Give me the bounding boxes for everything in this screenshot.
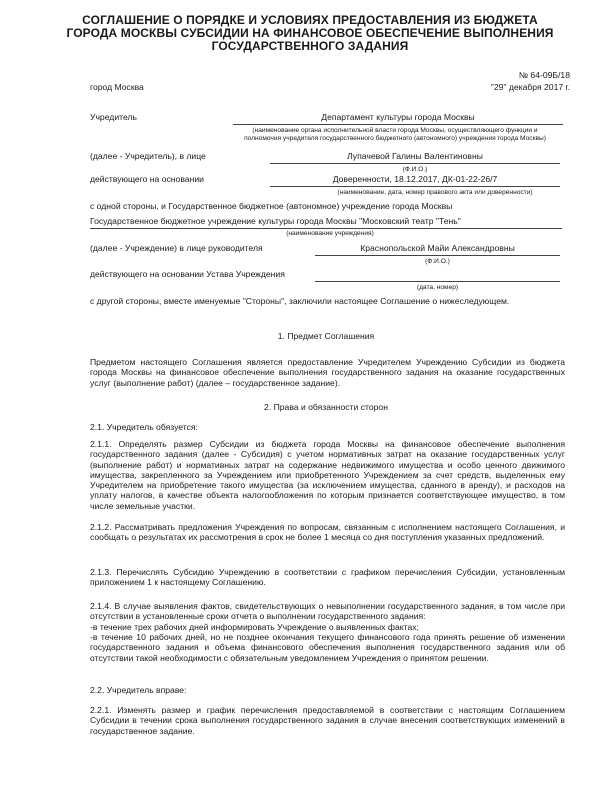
- section1-heading: 1. Предмет Соглашения: [277, 331, 375, 341]
- institution-closing: с другой стороны, вместе именуемые "Стороны", заключили настоящее Соглашение о нижеследующем.: [90, 296, 510, 306]
- founder-note-1: (наименование органа исполнительной власти города Москвы, осуществляющего функции и: [252, 127, 538, 134]
- founder-basis-label: действующего на основании: [90, 174, 204, 184]
- founder-person-note: (Ф.И.О.): [402, 166, 428, 173]
- institution-head-underline: [315, 255, 560, 256]
- founder-label: Учредитель: [90, 112, 137, 122]
- founder-value: Департамент культуры города Москвы: [321, 112, 475, 122]
- institution-head-note: (Ф.И.О.): [425, 258, 450, 265]
- founder-basis-underline: [270, 186, 560, 187]
- city: город Москва: [90, 82, 144, 92]
- institution-basis-note: (дата, номер): [416, 284, 459, 291]
- founder-basis-note: (наименование, дата, номер правового акта или доверенности): [337, 189, 533, 196]
- section2-heading: 2. Права и обязанности сторон: [264, 402, 388, 412]
- clause-2-1-1: 2.1.1. Определять размер Субсидии из бюджета города Москвы на финансовое обеспечение выполнения государственного задания (далее - Субсидия) с учетом нормативных затрат на оказание государственных услуг (выполнение работ) и нормативных затрат на содержание недвижимого имущества и особо ценного движимого имущества, закрепленного за Учреждением или приобретенного Учреждением за счет средств, выделенных ему Учредителем на приобретение такого имущества (за исключением имущества, сданного в аренду), и расходов на уплату налогов, в качестве объекта налогообложения по которым признается соответствующее имущество, в том числе земельные участки.: [90, 439, 565, 511]
- document-date: "29" декабря 2017 г.: [490, 82, 570, 92]
- clause-2-2-1: 2.2.1. Изменять размер и график перечисления предоставляемой в соответствии с настоящим Соглашением Субсидии в течении срока выполнения государственного задания в случае внесения соответствующих изменений в государственное задание.: [90, 705, 565, 736]
- clause-2-1-3: 2.1.3. Перечислять Субсидию Учреждению в соответствии с графиком перечисления Субсидии, установленным приложением 1 к настоящему Соглашению.: [90, 567, 565, 588]
- clause-2-1-4-item-2: -в течение 10 рабочих дней, но не позднее окончания текущего финансового года принять решение об изменении государственного задания и объема финансового обеспечения выполнения государственного задания или об отсутствии такой необходимости с обязательным уведомлением Учреждения о принятом решении.: [90, 632, 565, 663]
- founder-basis-value: Доверенности, 18.12.2017, ДК-01-22-26/7: [332, 174, 498, 184]
- institution-name: Государственное бюджетное учреждение культуры города Москвы "Московский театр "Тень": [90, 216, 461, 226]
- institution-basis-label: действующего на основании Устава Учреждения: [90, 269, 285, 279]
- founder-note-2: полномочия учредителя государственного бюджетного (автономного) учреждения города Москвы): [244, 135, 546, 142]
- institution-name-underline: [90, 228, 562, 229]
- founder-person-label: (далее - Учредитель), в лице: [90, 151, 206, 161]
- founder-person-value: Лупачевой Галины Валентиновны: [347, 151, 483, 161]
- institution-intro: с одной стороны, и Государственное бюджетное (автономное) учреждение города Москвы: [90, 201, 453, 211]
- clause-2-1-4-item-1: -в течение трех рабочих дней информировать Учреждение о выявленных фактах;: [90, 622, 419, 632]
- institution-head-value: Краснопольской Майи Александровны: [360, 243, 515, 253]
- founder-person-underline: [270, 163, 560, 164]
- institution-name-note: (наименование учреждения): [286, 230, 374, 237]
- clause-2-1-2: 2.1.2. Рассматривать предложения Учреждения по вопросам, связанным с исполнением настоящего Соглашения, и сообщать о результатах их рассмотрения в срок не более 1 месяца со дня поступления указанных предложений.: [90, 522, 565, 543]
- institution-basis-underline: [315, 281, 560, 282]
- clause-2-1-4: 2.1.4. В случае выявления фактов, свидетельствующих о невыполнении государственного задания, в том числе при отсутствии в установленные сроки отчета о выполнении государственного задания:: [90, 601, 565, 622]
- clause-2-1: 2.1. Учредитель обязуется:: [90, 422, 198, 432]
- document-number: № 64-09Б/18: [518, 70, 570, 80]
- document-title: СОГЛАШЕНИЕ О ПОРЯДКЕ И УСЛОВИЯХ ПРЕДОСТАВЛЕНИЯ ИЗ БЮДЖЕТА ГОРОДА МОСКВЫ СУБСИДИИ НА ФИНАНСОВОЕ ОБЕСПЕЧЕНИЕ ВЫПОЛНЕНИЯ ГОСУДАРСТВЕННОГО ЗАДАНИЯ: [66, 13, 554, 53]
- section1-text: Предметом настоящего Соглашения является предоставление Учредителем Учреждению Субсидии из бюджета города Москвы на финансовое обеспечение выполнения государственного задания на оказание государственных услуг (выполнение работ) (далее – государственное задание).: [90, 357, 565, 388]
- clause-2-2: 2.2. Учредитель вправе:: [90, 685, 187, 695]
- founder-underline: [233, 124, 563, 125]
- institution-head-label: (далее - Учреждение) в лице руководителя: [90, 243, 263, 253]
